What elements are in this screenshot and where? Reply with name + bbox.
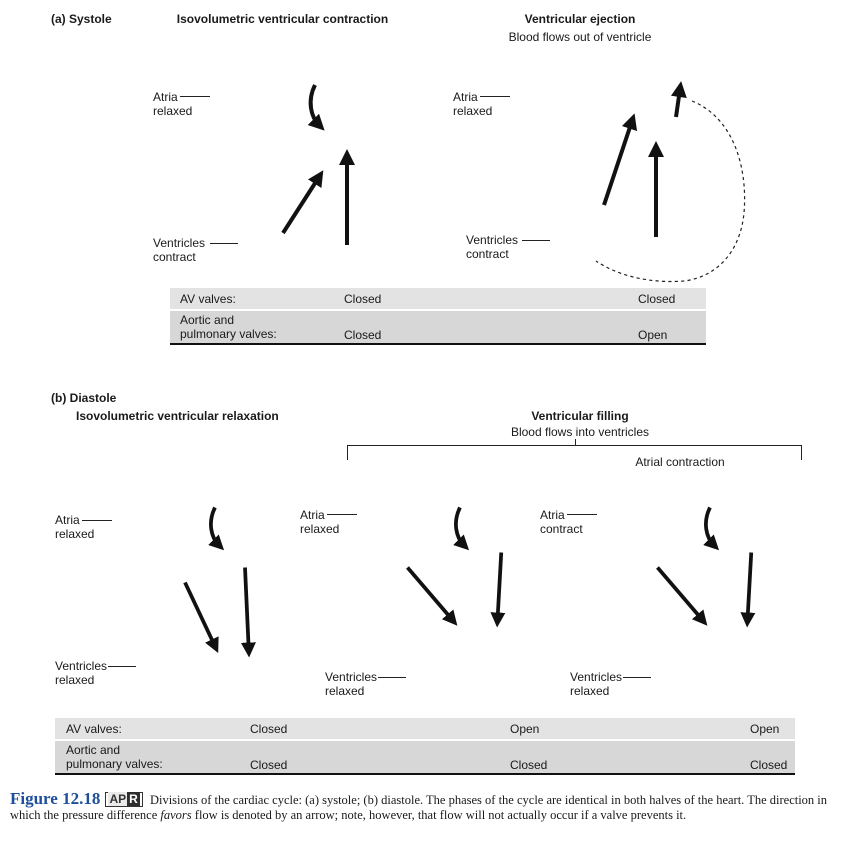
leader-line: [623, 677, 651, 678]
diastole-panel1-atria-label: Atria relaxed: [55, 513, 95, 541]
diastole-filling-subtitle: Blood flows into ventricles: [510, 425, 650, 439]
caption-text: Divisions of the cardiac cycle: (a) systole; (b) diastole. The phases of the cycle are identical in both halves of the heart. The direction in which the pressure difference: [10, 793, 828, 822]
leader-line: [567, 514, 597, 515]
diastole-panel3-atria-label: Atria contract: [540, 508, 583, 536]
figure-caption: [10, 791, 850, 823]
table-row-label: AV valves:: [66, 722, 122, 736]
caption-emphasis: favors: [160, 808, 192, 822]
diastole-panel2-atria-label: Atria relaxed: [300, 508, 340, 536]
flow-arrow: [498, 553, 502, 621]
table-row-label: AV valves:: [180, 292, 236, 306]
flow-arrow: [245, 568, 249, 651]
apr-badge-r: R: [129, 792, 138, 806]
caption-text-end: flow is denoted by an arrow; note, however, that flow will not actually occur if a valve prevents it.: [191, 808, 687, 822]
flow-arrow: [311, 85, 319, 125]
systole-section-label: (a) Systole: [51, 12, 112, 26]
diastole-panel1-ventricles-label: Ventricles relaxed: [55, 659, 108, 687]
leader-line: [378, 677, 406, 678]
flow-arrow: [706, 508, 714, 546]
systole-panel2-subtitle: Blood flows out of ventricle: [508, 30, 652, 44]
table-row-label: Aortic and pulmonary valves:: [180, 313, 277, 341]
heart-systole-contraction: [185, 45, 445, 285]
diastole-panel2-ventricles-label: Ventricles relaxed: [325, 670, 378, 698]
flow-arrow: [456, 508, 464, 546]
heart-systole-ejection: [490, 45, 750, 285]
table-row-label: Aortic and pulmonary valves:: [66, 743, 163, 771]
table-cell: Closed: [510, 758, 548, 772]
leader-line: [480, 96, 510, 97]
dashed-outline: [596, 101, 745, 281]
systole-panel1-ventricles-label: Ventricles contract: [153, 236, 206, 264]
table-cell: Closed: [750, 758, 788, 772]
flow-arrow: [211, 508, 219, 546]
systole-panel2-title: Ventricular ejection: [524, 12, 636, 26]
heart-diastole-relaxation: [95, 470, 335, 695]
systole-panel1-atria-label: Atria relaxed: [153, 90, 193, 118]
flow-arrow: [748, 553, 752, 621]
systole-panel2-ventricles-label: Ventricles contract: [466, 233, 519, 261]
apr-badge[interactable]: [105, 792, 142, 807]
heart-diastole-filling: [340, 470, 580, 695]
table-cell: Closed: [250, 722, 288, 736]
flow-arrow: [185, 583, 215, 647]
table-cell: Open: [510, 722, 540, 736]
systole-panel1-title: Isovolumetric ventricular contraction: [176, 12, 389, 26]
diastole-filling-title: Ventricular filling: [531, 409, 629, 423]
figure-number: Figure 12.18: [10, 789, 101, 808]
table-cell: Closed: [250, 758, 288, 772]
leader-line: [327, 514, 357, 515]
leader-line: [108, 666, 136, 667]
flow-arrow: [658, 568, 703, 621]
table-cell: Open: [638, 328, 668, 342]
systole-panel2-atria-label: Atria relaxed: [453, 90, 493, 118]
flow-arrow: [283, 177, 319, 233]
diastole-panel3-ventricles-label: Ventricles relaxed: [570, 670, 623, 698]
leader-line: [82, 520, 112, 521]
table-cell: Open: [750, 722, 780, 736]
table-cell: Closed: [344, 328, 382, 342]
table-cell: Closed: [638, 292, 676, 306]
apr-badge-a: AP: [109, 792, 127, 806]
atrial-contraction-label: Atrial contraction: [635, 455, 725, 469]
flow-arrow: [676, 89, 680, 117]
heart-diastole-atrial-contraction: [590, 470, 830, 695]
flow-arrow: [408, 568, 453, 621]
table-cell: Closed: [344, 292, 382, 306]
leader-line: [210, 243, 238, 244]
leader-line: [180, 96, 210, 97]
diastole-section-label: (b) Diastole: [51, 391, 117, 405]
flow-arrow: [604, 121, 632, 205]
leader-line: [522, 240, 550, 241]
diastole-panel1-title: Isovolumetric ventricular relaxation: [76, 409, 279, 423]
